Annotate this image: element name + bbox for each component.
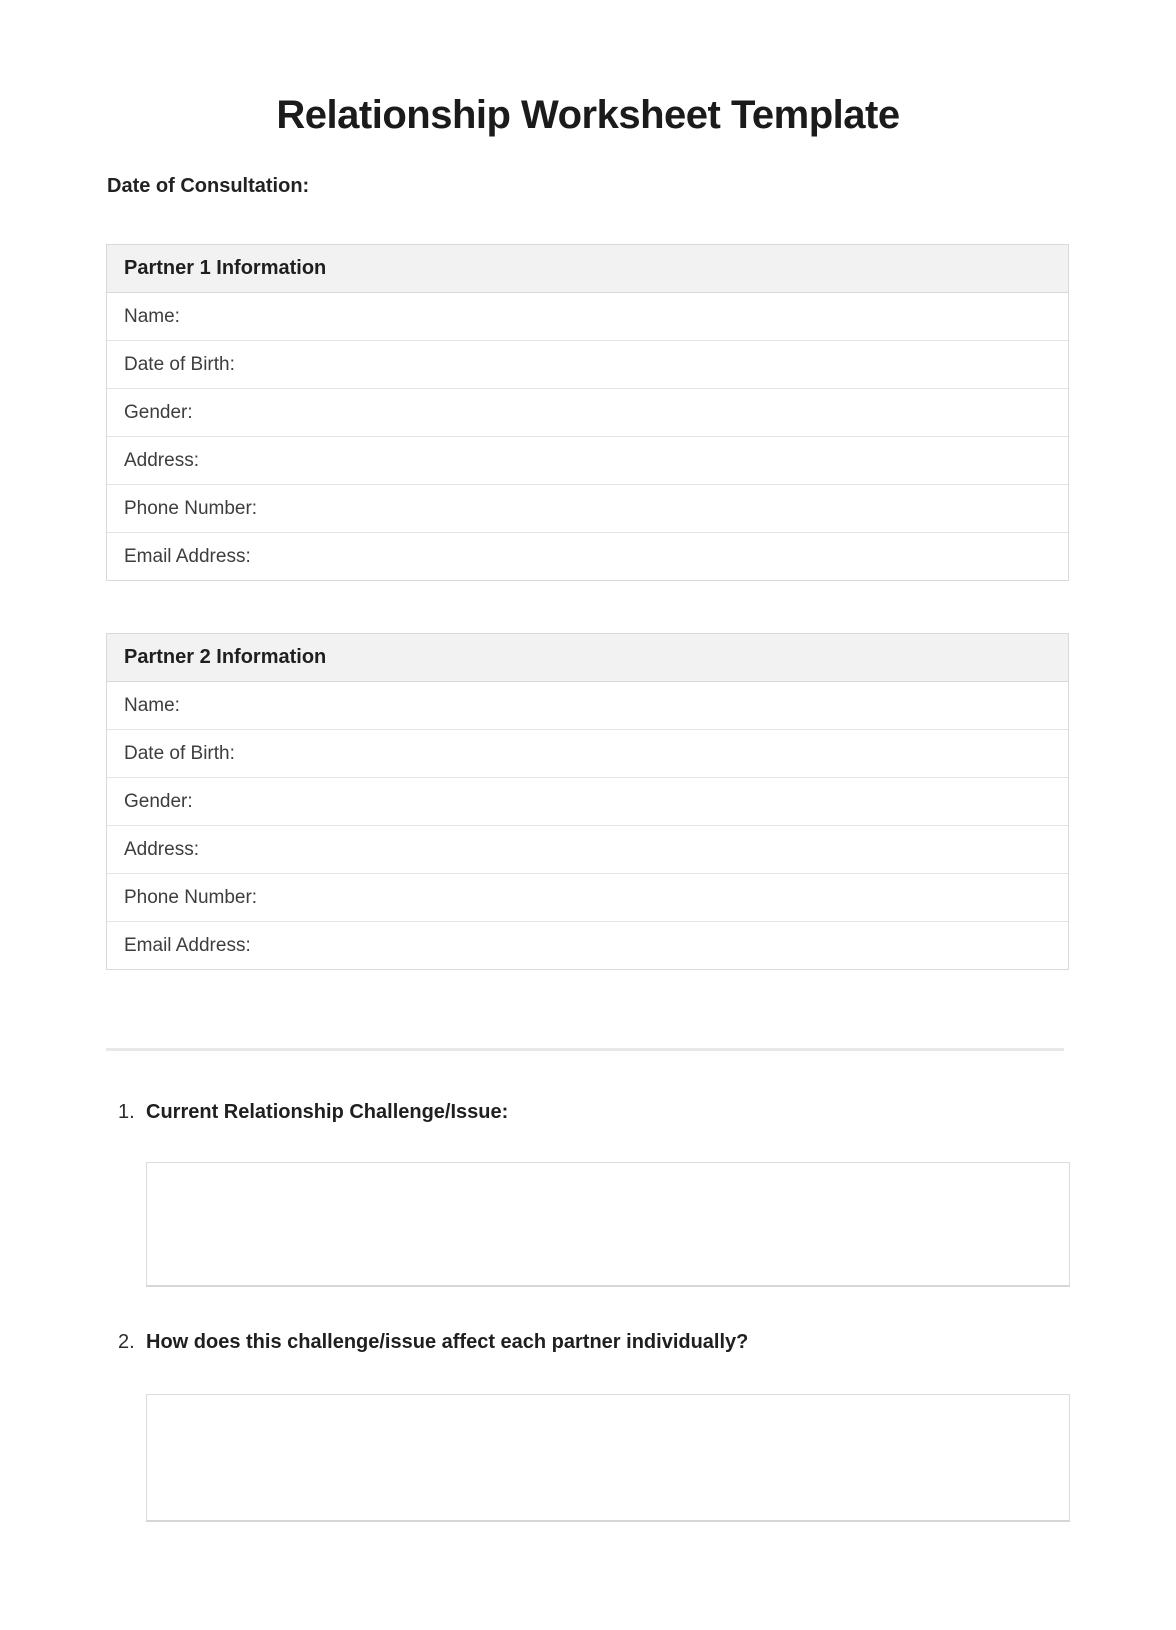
- question-2-number: 2.: [118, 1331, 135, 1353]
- partner2-table-header: Partner 2 Information: [107, 634, 1068, 682]
- partner2-row-name: Name:: [107, 682, 1068, 730]
- partner2-row-address: Address:: [107, 826, 1068, 874]
- partner1-row-phone-number: Phone Number:: [107, 485, 1068, 533]
- partner1-table-header: Partner 1 Information: [107, 245, 1068, 293]
- partner2-row-gender: Gender:: [107, 778, 1068, 826]
- partner1-row-address: Address:: [107, 437, 1068, 485]
- partner1-info-table: [106, 244, 1069, 581]
- question-1-answer-box[interactable]: [146, 1162, 1070, 1287]
- partner2-info-table: [106, 633, 1069, 970]
- partner1-row-email-address: Email Address:: [107, 533, 1068, 580]
- partner1-row-name: Name:: [107, 293, 1068, 341]
- question-1: [0, 1099, 1070, 1125]
- partner2-row-phone-number: Phone Number:: [107, 874, 1068, 922]
- section-divider: [106, 1048, 1064, 1051]
- date-of-consultation-label: Date of Consultation:: [107, 175, 310, 197]
- question-2: [0, 1329, 1070, 1355]
- partner2-row-email-address: Email Address:: [107, 922, 1068, 969]
- question-1-label: Current Relationship Challenge/Issue:: [146, 1101, 509, 1123]
- partner1-row-gender: Gender:: [107, 389, 1068, 437]
- question-2-answer-box[interactable]: [146, 1394, 1070, 1522]
- question-2-label: How does this challenge/issue affect each partner individually?: [146, 1331, 749, 1353]
- partner1-row-date-of-birth: Date of Birth:: [107, 341, 1068, 389]
- question-1-number: 1.: [118, 1101, 135, 1123]
- partner2-row-date-of-birth: Date of Birth:: [107, 730, 1068, 778]
- page-title: Relationship Worksheet Template: [276, 93, 900, 137]
